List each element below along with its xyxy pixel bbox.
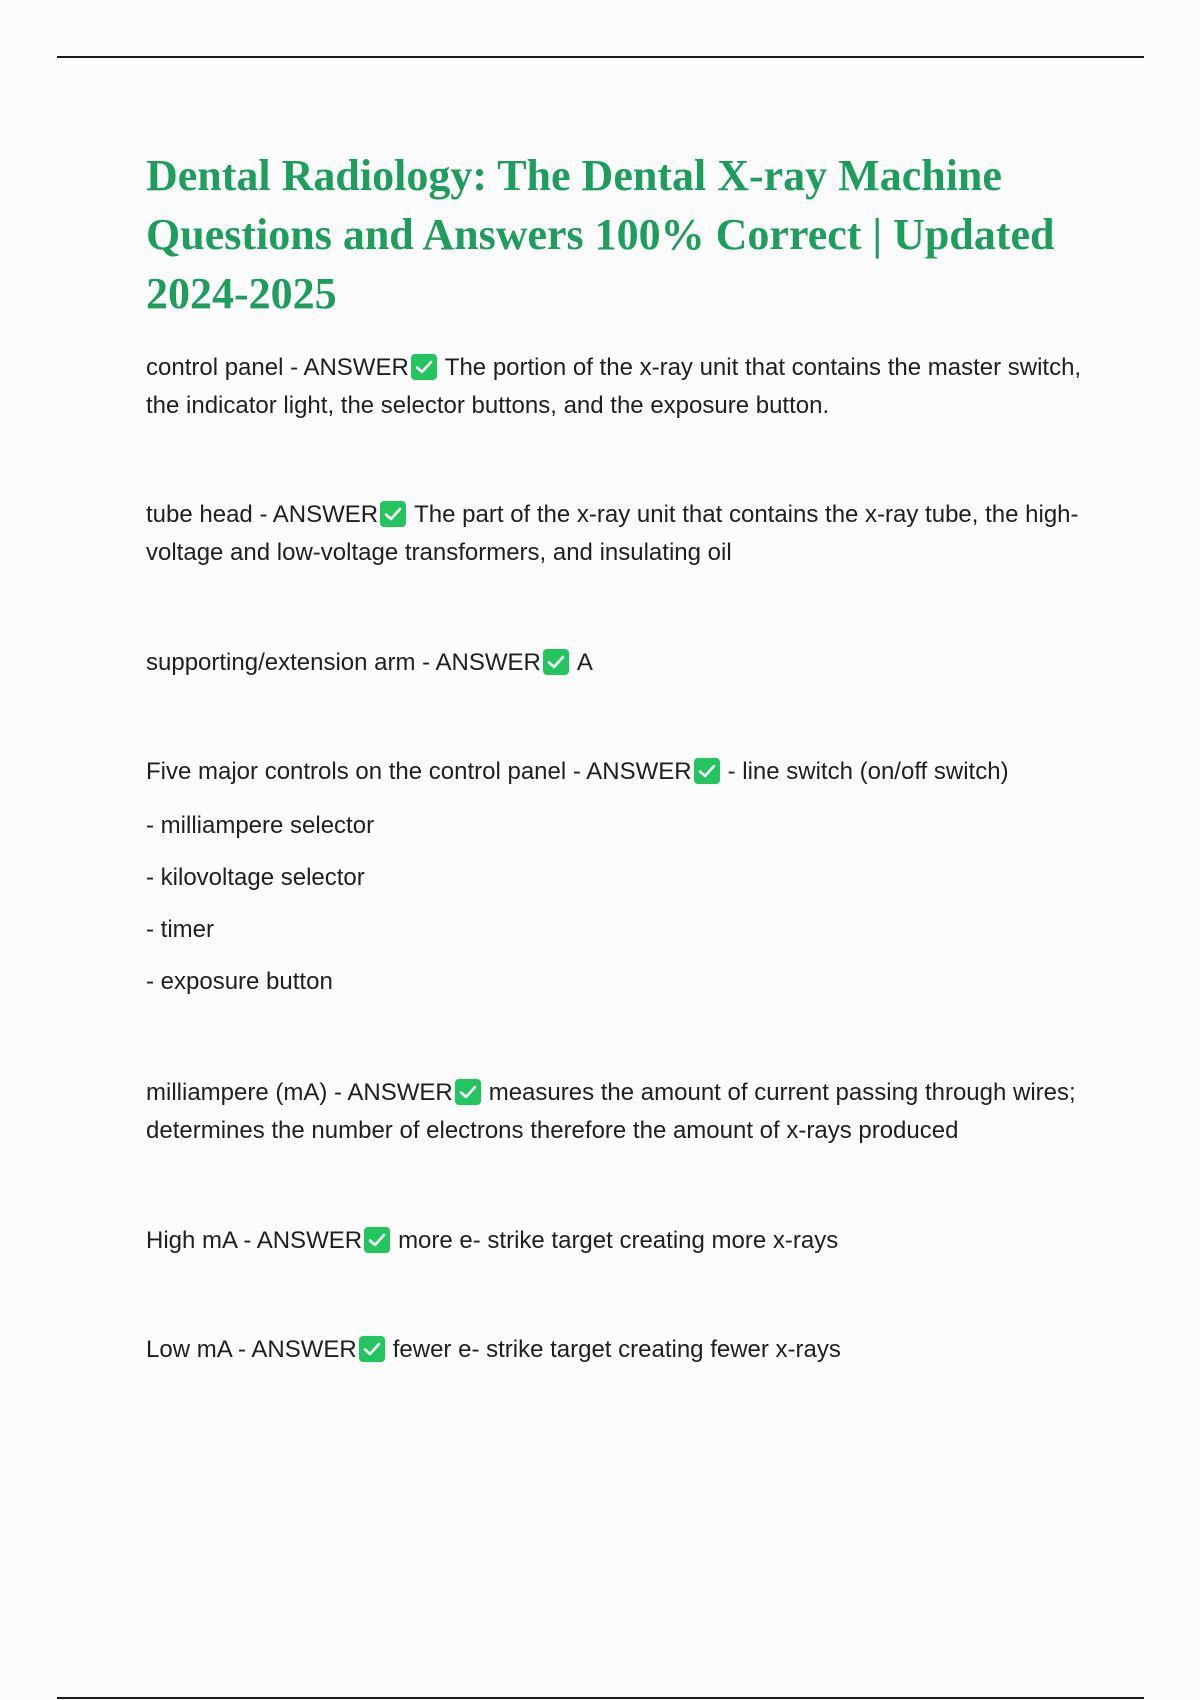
qa-term: milliampere (mA) bbox=[146, 1079, 328, 1106]
qa-answer: The portion of the x-ray unit that contains the master switch, the indicator light, the selector buttons, and the exposure button. bbox=[146, 354, 1082, 419]
qa-block-1 bbox=[146, 349, 1106, 425]
green-checkmark-icon bbox=[359, 1336, 385, 1362]
qa-answer: A bbox=[576, 649, 593, 676]
green-checkmark-icon bbox=[364, 1227, 390, 1253]
document-title: Dental Radiology: The Dental X-ray Machine Questions and Answers 100% Correct | Updated 2024-2025 bbox=[146, 151, 1055, 318]
qa-answer: The part of the x-ray unit that contains the x-ray tube, the high-voltage and low-voltage transformers, and insulating oil bbox=[146, 501, 1079, 566]
qa-item: milliampere (mA) - ANSWER measures the amount of current passing through wires; determines the number of electrons therefore the amount of x-rays produced bbox=[146, 1079, 1076, 1144]
qa-answer: fewer e- strike target creating fewer x-rays bbox=[392, 1336, 841, 1363]
green-checkmark-icon bbox=[694, 758, 720, 784]
qa-term: supporting/extension arm bbox=[146, 649, 416, 676]
qa-item: Five major controls on the control panel - ANSWER - line switch (on/off switch) bbox=[146, 758, 1009, 785]
answer-marker: ANSWER bbox=[272, 501, 379, 528]
qa-item: supporting/extension arm - ANSWER A bbox=[146, 649, 593, 676]
qa-term: control panel bbox=[146, 354, 284, 381]
qa-answer: - line switch (on/off switch) bbox=[727, 758, 1009, 785]
answer-marker: ANSWER bbox=[256, 1227, 363, 1254]
list-item: - milliampere selector bbox=[146, 812, 375, 839]
qa-term: tube head bbox=[146, 501, 253, 528]
qa-block-2 bbox=[146, 496, 1106, 572]
qa-item: tube head - ANSWER The part of the x-ray unit that contains the x-ray tube, the high-voltage and low-voltage transformers, and insulating oil bbox=[146, 501, 1079, 566]
qa-block-4 bbox=[146, 753, 1106, 1001]
list-item: - exposure button bbox=[146, 968, 333, 995]
qa-answer: more e- strike target creating more x-rays bbox=[398, 1227, 839, 1254]
green-checkmark-icon bbox=[411, 354, 437, 380]
qa-item: High mA - ANSWER more e- strike target creating more x-rays bbox=[146, 1227, 839, 1254]
qa-block-3 bbox=[146, 644, 1106, 682]
list-item: - kilovoltage selector bbox=[146, 864, 365, 891]
qa-term: High mA bbox=[146, 1227, 237, 1254]
qa-answer: measures the amount of current passing through wires; determines the number of electrons therefore the amount of x-rays produced bbox=[146, 1079, 1076, 1144]
answer-marker: ANSWER bbox=[435, 649, 541, 676]
answer-marker: ANSWER bbox=[347, 1079, 453, 1106]
top-rule bbox=[57, 56, 1144, 58]
answer-marker: ANSWER bbox=[586, 758, 692, 785]
answer-marker: ANSWER bbox=[303, 354, 409, 381]
list-item: - timer bbox=[146, 916, 214, 943]
qa-term: Five major controls on the control panel bbox=[146, 758, 567, 785]
qa-item: Low mA - ANSWER fewer e- strike target creating fewer x-rays bbox=[146, 1336, 841, 1363]
qa-item: control panel - ANSWER The portion of the x-ray unit that contains the master switch, the indicator light, the selector buttons, and the exposure button. bbox=[146, 354, 1082, 419]
green-checkmark-icon bbox=[380, 501, 406, 527]
qa-block-5 bbox=[146, 1074, 1106, 1150]
document-body bbox=[146, 146, 1106, 1369]
green-checkmark-icon bbox=[455, 1079, 481, 1105]
qa-block-6 bbox=[146, 1222, 1106, 1260]
bottom-rule bbox=[57, 1697, 1144, 1699]
green-checkmark-icon bbox=[543, 649, 569, 675]
qa-block-7 bbox=[146, 1331, 1106, 1369]
qa-term: Low mA bbox=[146, 1336, 232, 1363]
answer-marker: ANSWER bbox=[251, 1336, 357, 1363]
